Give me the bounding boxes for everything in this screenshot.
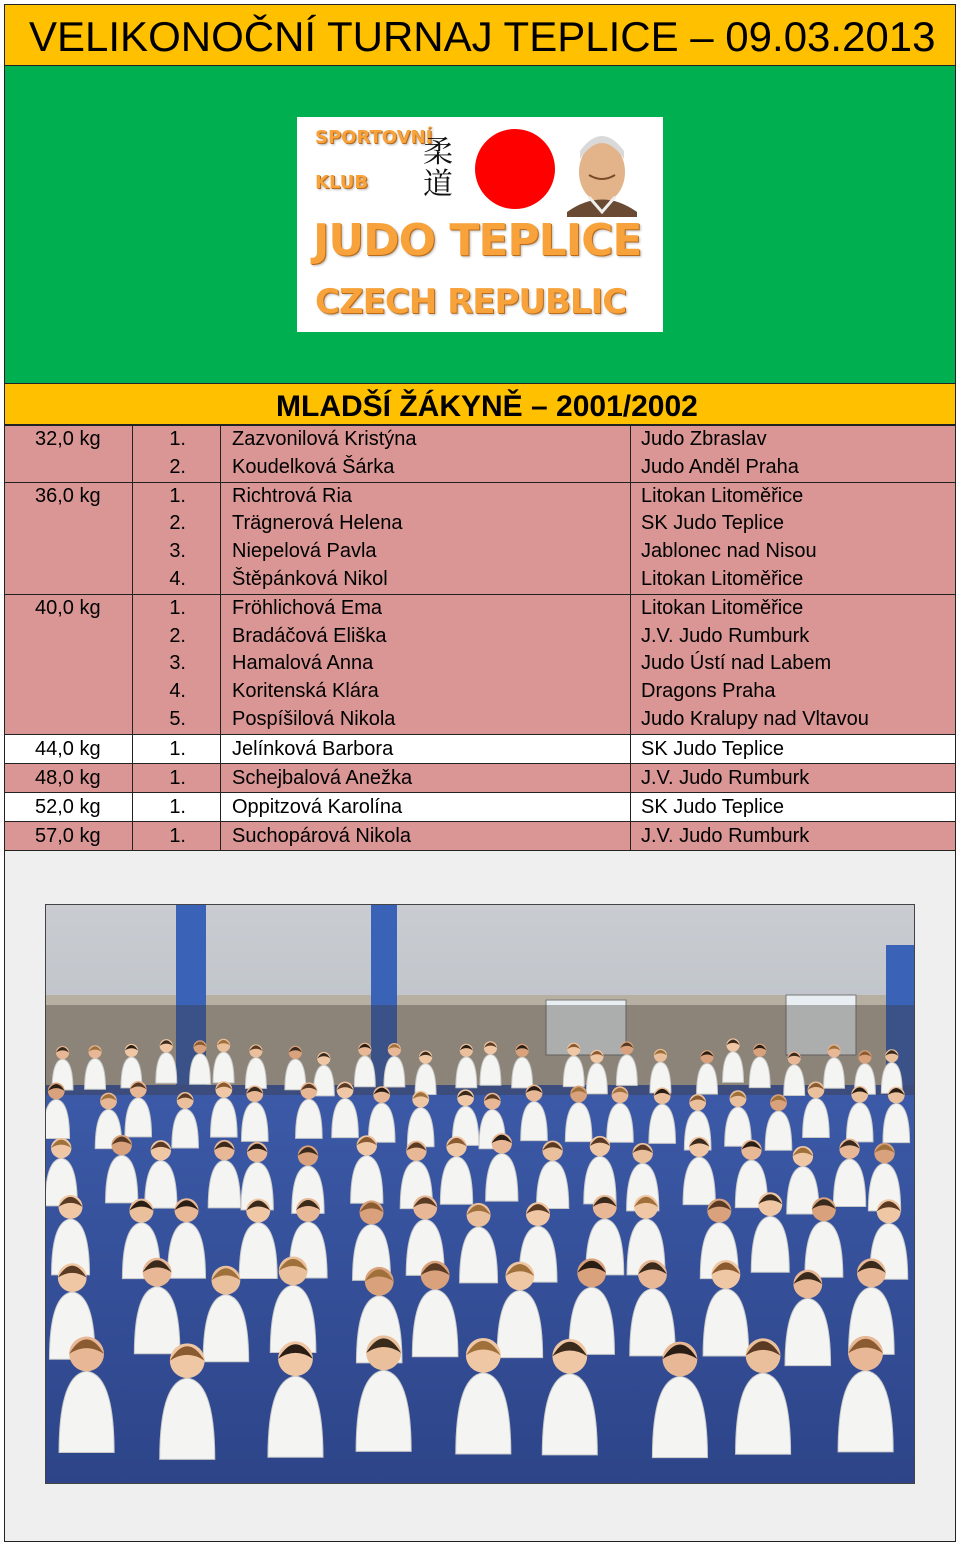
club-name: Judo Zbraslav xyxy=(641,428,767,450)
weight-cell xyxy=(5,821,133,850)
founder-portrait-icon xyxy=(567,136,637,217)
competitor-name: Richtrová Ria xyxy=(232,484,353,507)
competitor-name: Zazvonilová Kristýna xyxy=(232,428,417,450)
weight-label: 52,0 kg xyxy=(35,795,101,818)
club-name: SK Judo Teplice xyxy=(641,737,785,760)
competitor-name: Pospíšilová Nikola xyxy=(232,707,396,730)
name-cell xyxy=(221,763,631,792)
place-cell xyxy=(133,792,221,821)
weight-cell xyxy=(5,763,133,792)
club-name: Judo Ústí nad Labem xyxy=(641,652,832,675)
place-label: 1. xyxy=(169,596,186,619)
club-cell xyxy=(631,426,956,483)
weight-cell xyxy=(5,426,133,483)
competitor-name: Koudelková Šárka xyxy=(232,455,395,478)
results-table xyxy=(4,425,956,851)
weight-class-row xyxy=(5,426,956,483)
place-cell xyxy=(133,426,221,483)
club-name: Dragons Praha xyxy=(641,680,776,703)
competitor-name: Oppitzová Karolína xyxy=(232,795,403,818)
competitor-name: Koritenská Klára xyxy=(232,680,379,703)
place-label: 1. xyxy=(169,766,186,789)
competitor-name: Fröhlichová Ema xyxy=(232,596,383,619)
weight-class-row xyxy=(5,734,956,763)
weight-label: 32,0 kg xyxy=(35,428,101,450)
place-cell xyxy=(133,482,221,594)
weight-class-row xyxy=(5,821,956,850)
place-cell xyxy=(133,821,221,850)
place-label: 2. xyxy=(169,624,186,647)
name-cell xyxy=(221,482,631,594)
club-cell xyxy=(631,763,956,792)
place-cell xyxy=(133,594,221,734)
competitor-name: Hamalová Anna xyxy=(232,652,374,675)
club-cell xyxy=(631,821,956,850)
club-name: Litokan Litoměřice xyxy=(641,484,804,507)
place-label: 2. xyxy=(169,455,186,478)
club-name: J.V. Judo Rumburk xyxy=(641,824,810,847)
name-cell xyxy=(221,821,631,850)
place-label: 1. xyxy=(169,737,186,760)
name-cell xyxy=(221,594,631,734)
club-cell xyxy=(631,482,956,594)
photo-judo-group xyxy=(46,905,915,1484)
club-name: SK Judo Teplice xyxy=(641,512,785,535)
weight-label: 36,0 kg xyxy=(35,484,101,507)
results-body xyxy=(5,426,956,851)
tournament-photo xyxy=(45,904,915,1484)
name-cell xyxy=(221,426,631,483)
competitor-name: Bradáčová Eliška xyxy=(232,624,387,647)
club-cell xyxy=(631,734,956,763)
kanji-do: 道 xyxy=(423,167,453,202)
place-cell xyxy=(133,763,221,792)
place-label: 4. xyxy=(169,567,186,590)
logo-line-klub: KLUB xyxy=(315,172,369,193)
page-title: VELIKONOČNÍ TURNAJ TEPLICE – 09.03.2013 xyxy=(29,13,936,60)
club-name: Judo Kralupy nad Vltavou xyxy=(641,707,869,730)
club-cell xyxy=(631,594,956,734)
weight-label: 40,0 kg xyxy=(35,596,101,619)
place-label: 1. xyxy=(169,824,186,847)
weight-cell xyxy=(5,482,133,594)
weight-cell xyxy=(5,594,133,734)
competitor-name: Jelínková Barbora xyxy=(232,737,394,760)
club-name: J.V. Judo Rumburk xyxy=(641,766,810,789)
club-cell xyxy=(631,792,956,821)
club-name: Litokan Litoměřice xyxy=(641,567,804,590)
place-label: 1. xyxy=(169,428,186,450)
title-bar xyxy=(4,4,956,66)
judo-kanji xyxy=(423,137,453,201)
weight-class-row xyxy=(5,482,956,594)
name-cell xyxy=(221,734,631,763)
competitor-name: Suchopárová Nikola xyxy=(232,824,411,847)
weight-class-row xyxy=(5,792,956,821)
category-bar xyxy=(4,383,956,425)
place-label: 1. xyxy=(169,795,186,818)
weight-cell xyxy=(5,734,133,763)
weight-cell xyxy=(5,792,133,821)
place-label: 3. xyxy=(169,540,186,563)
place-cell xyxy=(133,734,221,763)
name-cell xyxy=(221,792,631,821)
place-label: 4. xyxy=(169,680,186,703)
weight-class-row xyxy=(5,763,956,792)
club-name: J.V. Judo Rumburk xyxy=(641,624,810,647)
weight-label: 44,0 kg xyxy=(35,737,101,760)
logo-line-sportovni: SPORTOVNÍ xyxy=(315,127,433,148)
competitor-name: Štěpánková Nikol xyxy=(232,567,388,590)
competitor-name: Trägnerová Helena xyxy=(232,512,403,535)
place-label: 1. xyxy=(169,484,186,507)
place-label: 5. xyxy=(169,707,186,730)
kanji-ju: 柔 xyxy=(423,135,453,170)
logo-sub-text: CZECH REPUBLIC xyxy=(315,282,627,322)
competitor-name: Schejbalová Anežka xyxy=(232,766,413,789)
weight-label: 57,0 kg xyxy=(35,824,101,847)
weight-class-row xyxy=(5,594,956,734)
place-label: 3. xyxy=(169,652,186,675)
competitor-name: Niepelová Pavla xyxy=(232,540,377,563)
logo-main-text: JUDO TEPLICE xyxy=(313,215,642,266)
weight-label: 48,0 kg xyxy=(35,766,101,789)
club-name: Jablonec nad Nisou xyxy=(641,540,817,563)
place-label: 2. xyxy=(169,512,186,535)
rising-sun-icon xyxy=(475,129,555,209)
club-name: SK Judo Teplice xyxy=(641,795,785,818)
club-name: Judo Anděl Praha xyxy=(641,455,799,478)
club-logo xyxy=(297,117,663,332)
club-name: Litokan Litoměřice xyxy=(641,596,804,619)
category-title: MLADŠÍ ŽÁKYNĚ – 2001/2002 xyxy=(276,390,698,423)
